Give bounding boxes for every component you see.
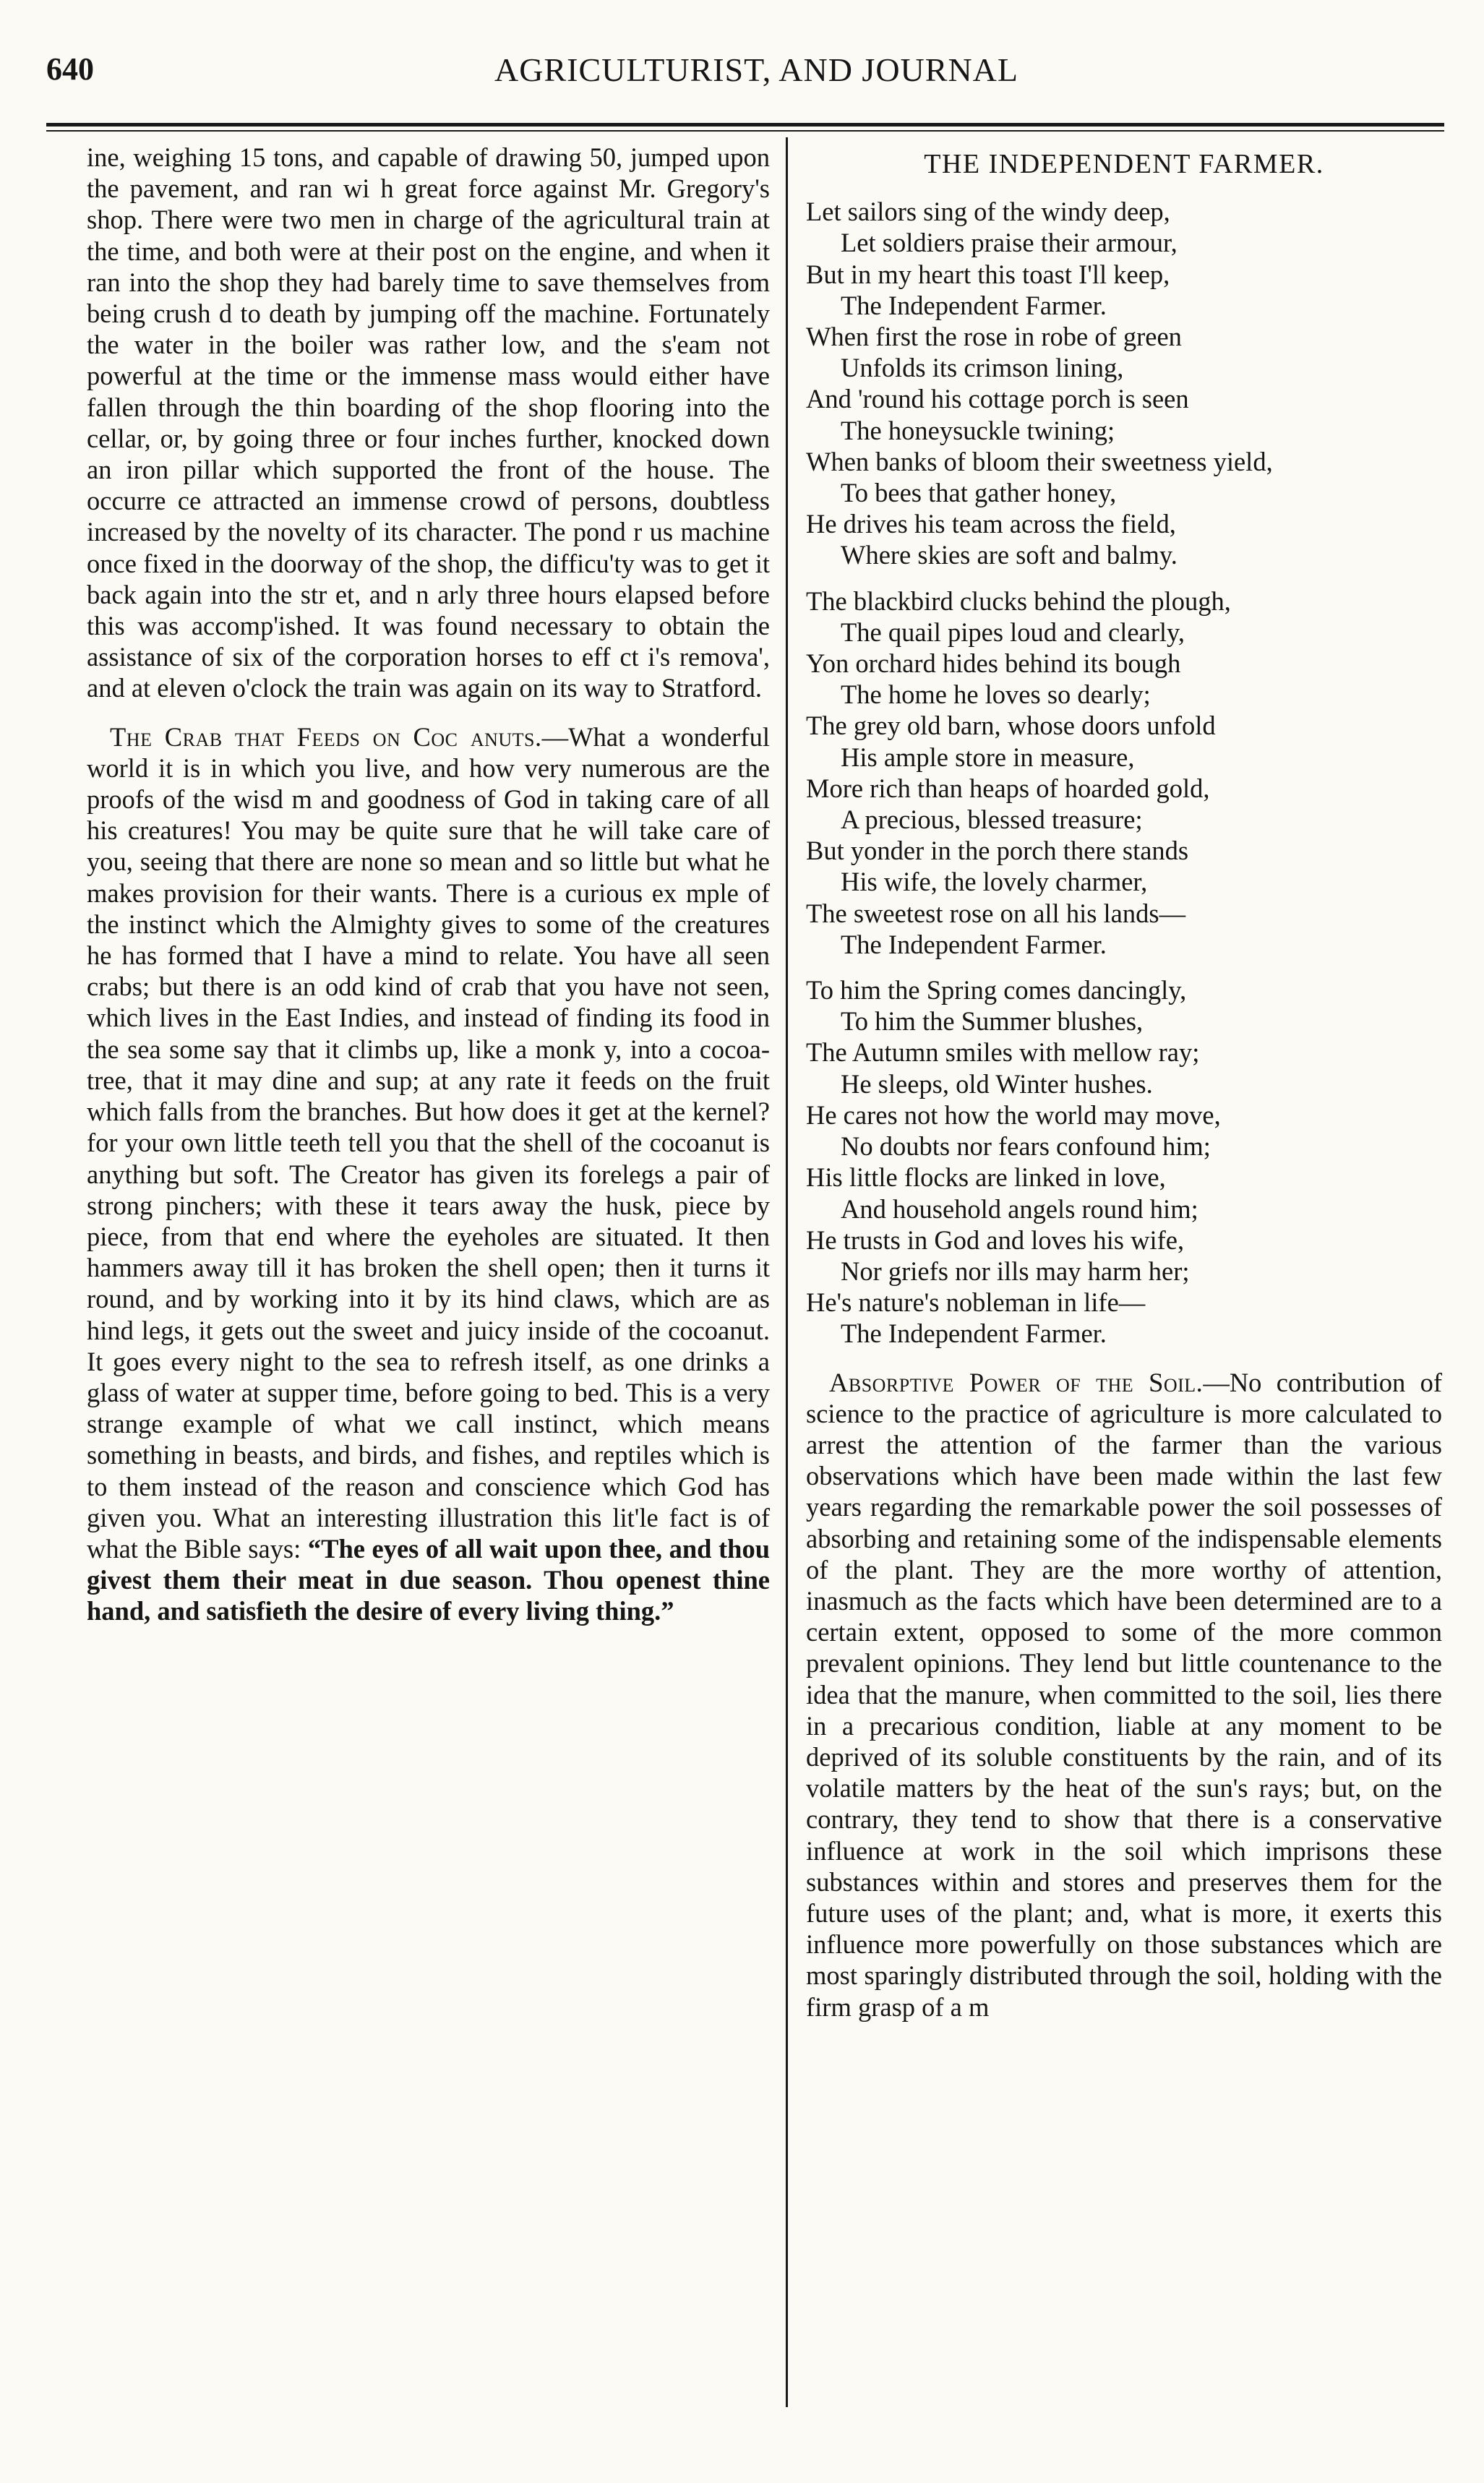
poem-line: The Independent Farmer.	[841, 929, 1107, 959]
poem-line: When first the rose in robe of green	[806, 322, 1182, 352]
poem-line: The sweetest rose on all his lands—	[806, 898, 1186, 928]
crab-article	[87, 721, 770, 1627]
poem-line: The Independent Farmer.	[841, 1318, 1107, 1349]
soil-article	[806, 1367, 1442, 2023]
running-head: AGRICULTURIST, AND JOURNAL	[494, 51, 1018, 88]
poem-line: Let soldiers praise their armour,	[841, 228, 1178, 258]
poem-line: But in my heart this toast I'll keep,	[806, 259, 1170, 289]
poem-line: To him the Spring comes dancingly,	[806, 975, 1187, 1005]
poem-line: Yon orchard hides behind its bough	[806, 648, 1181, 679]
poem-line: Unfolds its crimson lining,	[841, 353, 1124, 383]
poem-line: The home he loves so dearly;	[841, 679, 1151, 710]
poem-line: Where skies are soft and balmy.	[841, 540, 1178, 570]
crab-article-heading: The Crab that Feeds on Coc anuts.	[110, 721, 542, 752]
continued-paragraph: ine, weighing 15 tons, and capable of drawing 50, jumped upon the pavement, and ran wi h great force against Mr. Gregory's shop. There were two men in charge of the agricultural train at the time, and both were at their post on the engine, and when it ran into the shop they had barely time to save themselves from being crush d to death by jumping off the machine. Fortunately the water in the boiler was rather low, and the s'eam not powerful at the time or the immense mass would either have fallen through the thin boarding of the shop flooring into the cellar, or, by going three or four inches further, knocked down an iron pillar which supported the front of the house. The occurre ce attracted an immense crowd of persons, doubtless increased by the novelty of its character. The pond r us machine once fixed in the doorway of the shop, the difficu'ty was to get it back again into the str et, and n arly three hours elapsed before this was accomp'ished. It was found necessary to obtain the assistance of six of the corporation horses to eff ct i's remova', and at eleven o'clock the train was again on its way to Stratford.	[87, 142, 770, 703]
crab-article-quote: “The eyes of all wait upon thee, and thou givest them their meat in due season. Thou openest thine hand, and satisfieth the desire of every living thing.”	[87, 1533, 771, 1626]
page-header	[46, 51, 1441, 101]
poem-line: To bees that gather honey,	[841, 478, 1117, 508]
right-column	[806, 142, 1442, 2023]
poem-line: He's nature's nobleman in life—	[806, 1287, 1146, 1318]
poem-line: And 'round his cottage porch is seen	[806, 384, 1189, 414]
poem-line: The grey old barn, whose doors unfold	[806, 711, 1216, 741]
poem-line: No doubts nor fears confound him;	[841, 1131, 1211, 1162]
poem-line: The Independent Farmer.	[841, 290, 1107, 320]
poem-title: THE INDEPENDENT FARMER.	[924, 149, 1324, 179]
header-rule-thick	[46, 123, 1444, 126]
poem-line: His ample store in measure,	[841, 742, 1135, 772]
soil-article-dash: —	[1203, 1367, 1230, 1397]
poem-line: And household angels round him;	[841, 1193, 1198, 1224]
poem-line: He drives his team across the field,	[806, 509, 1176, 539]
soil-article-body: No contribution of science to the practice of agriculture is more calculated to arrest the attention of the farmer than the various observations which have been made within the last few years regarding the remarkable power the soil possesses of absorbing and retaining some of the indispensable elements of the plant. They are the more worthy of attention, inasmuch as the facts which have been determined are to a certain extent, opposed to some of the more common prevalent opinions. They lend but little countenance to the idea that the manure, when committed to the soil, lies there in a precarious condition, liable at any moment to be deprived of its soluble constituents by the rain, and of its volatile matters by the heat of the sun's rays; but, on the contrary, they tend to show that there is a conservative influence at work in the soil which imprisons these substances within and stores and preserves them for the future uses of the plant; and, what is more, it exerts this influence more powerfully on those substances which are most sparingly distributed through the soil, holding with the firm grasp of a m	[806, 1367, 1443, 2022]
header-rule-thin	[46, 130, 1444, 132]
poem-line: He trusts in God and loves his wife,	[806, 1225, 1185, 1255]
poem-line: The quail pipes loud and clearly,	[841, 617, 1185, 647]
poem-line: His wife, the lovely charmer,	[841, 867, 1148, 897]
poem-stanza	[806, 974, 1442, 1349]
poem-line: Let sailors sing of the windy deep,	[806, 197, 1170, 227]
poem-line: When banks of bloom their sweetness yield,	[806, 446, 1273, 476]
crab-article-dash: —	[541, 721, 569, 752]
crab-article-body: What a wonderful world it is in which you live, and how very numerous are the proofs of the wisd m and goodness of God in taking care of all his creatures! You may be quite sure that he will take care of you, seeing that there are none so mean and so little but what he makes provision for their wants. There is a curious ex mple of the instinct which the Almighty gives to some of the creatures he has formed that I have a mind to relate. You have all seen crabs; but there is an odd kind of crab that you have not seen, which lives in the East Indies, and instead of finding its food in the sea some say that it climbs up, like a monk y, into a cocoa-tree, that it may dine and sup; at any rate it feeds on the fruit which falls from the branches. But how does it get at the kernel? for your own little teeth tell you that the shell of the cocoanut is anything but soft. The Creator has given its forelegs a pair of strong pinchers; with these it tears away the husk, piece by piece, from that end where the eyeholes are situated. It then hammers away till it has broken the shell open; then it turns it round, and by working into it by its hind claws, which are as hind legs, it gets out the sweet and juicy inside of the cocoanut. It goes every night to the sea to refresh itself, as one drinks a glass of water at supper time, before going to bed. This is a very strange example of what we call instinct, which means something in beasts, and birds, and fishes, and reptiles which is to them instead of the reason and conscience which God has given you. What an interesting illustration this lit'le fact is of what the Bible says:	[87, 721, 770, 1564]
left-column	[87, 142, 770, 1627]
poem-line: The honeysuckle twining;	[841, 415, 1115, 445]
page-number: 640	[46, 51, 94, 87]
soil-article-heading: Absorptive Power of the Soil.	[829, 1367, 1204, 1397]
poem-line: The Autumn smiles with mellow ray;	[806, 1037, 1200, 1068]
column-divider	[786, 137, 788, 2407]
poem	[806, 196, 1442, 1349]
poem-line: The blackbird clucks behind the plough,	[806, 586, 1231, 616]
poem-line: More rich than heaps of hoarded gold,	[806, 773, 1210, 803]
poem-stanza	[806, 586, 1442, 960]
poem-line: His little flocks are linked in love,	[806, 1162, 1166, 1193]
poem-stanza	[806, 196, 1442, 570]
poem-line: But yonder in the porch there stands	[806, 836, 1189, 866]
poem-line: To him the Summer blushes,	[841, 1006, 1144, 1037]
poem-line: He cares not how the world may move,	[806, 1099, 1221, 1130]
poem-line: He sleeps, old Winter hushes.	[841, 1068, 1153, 1099]
poem-line: Nor griefs nor ills may harm her;	[841, 1256, 1190, 1286]
poem-line: A precious, blessed treasure;	[841, 805, 1143, 835]
